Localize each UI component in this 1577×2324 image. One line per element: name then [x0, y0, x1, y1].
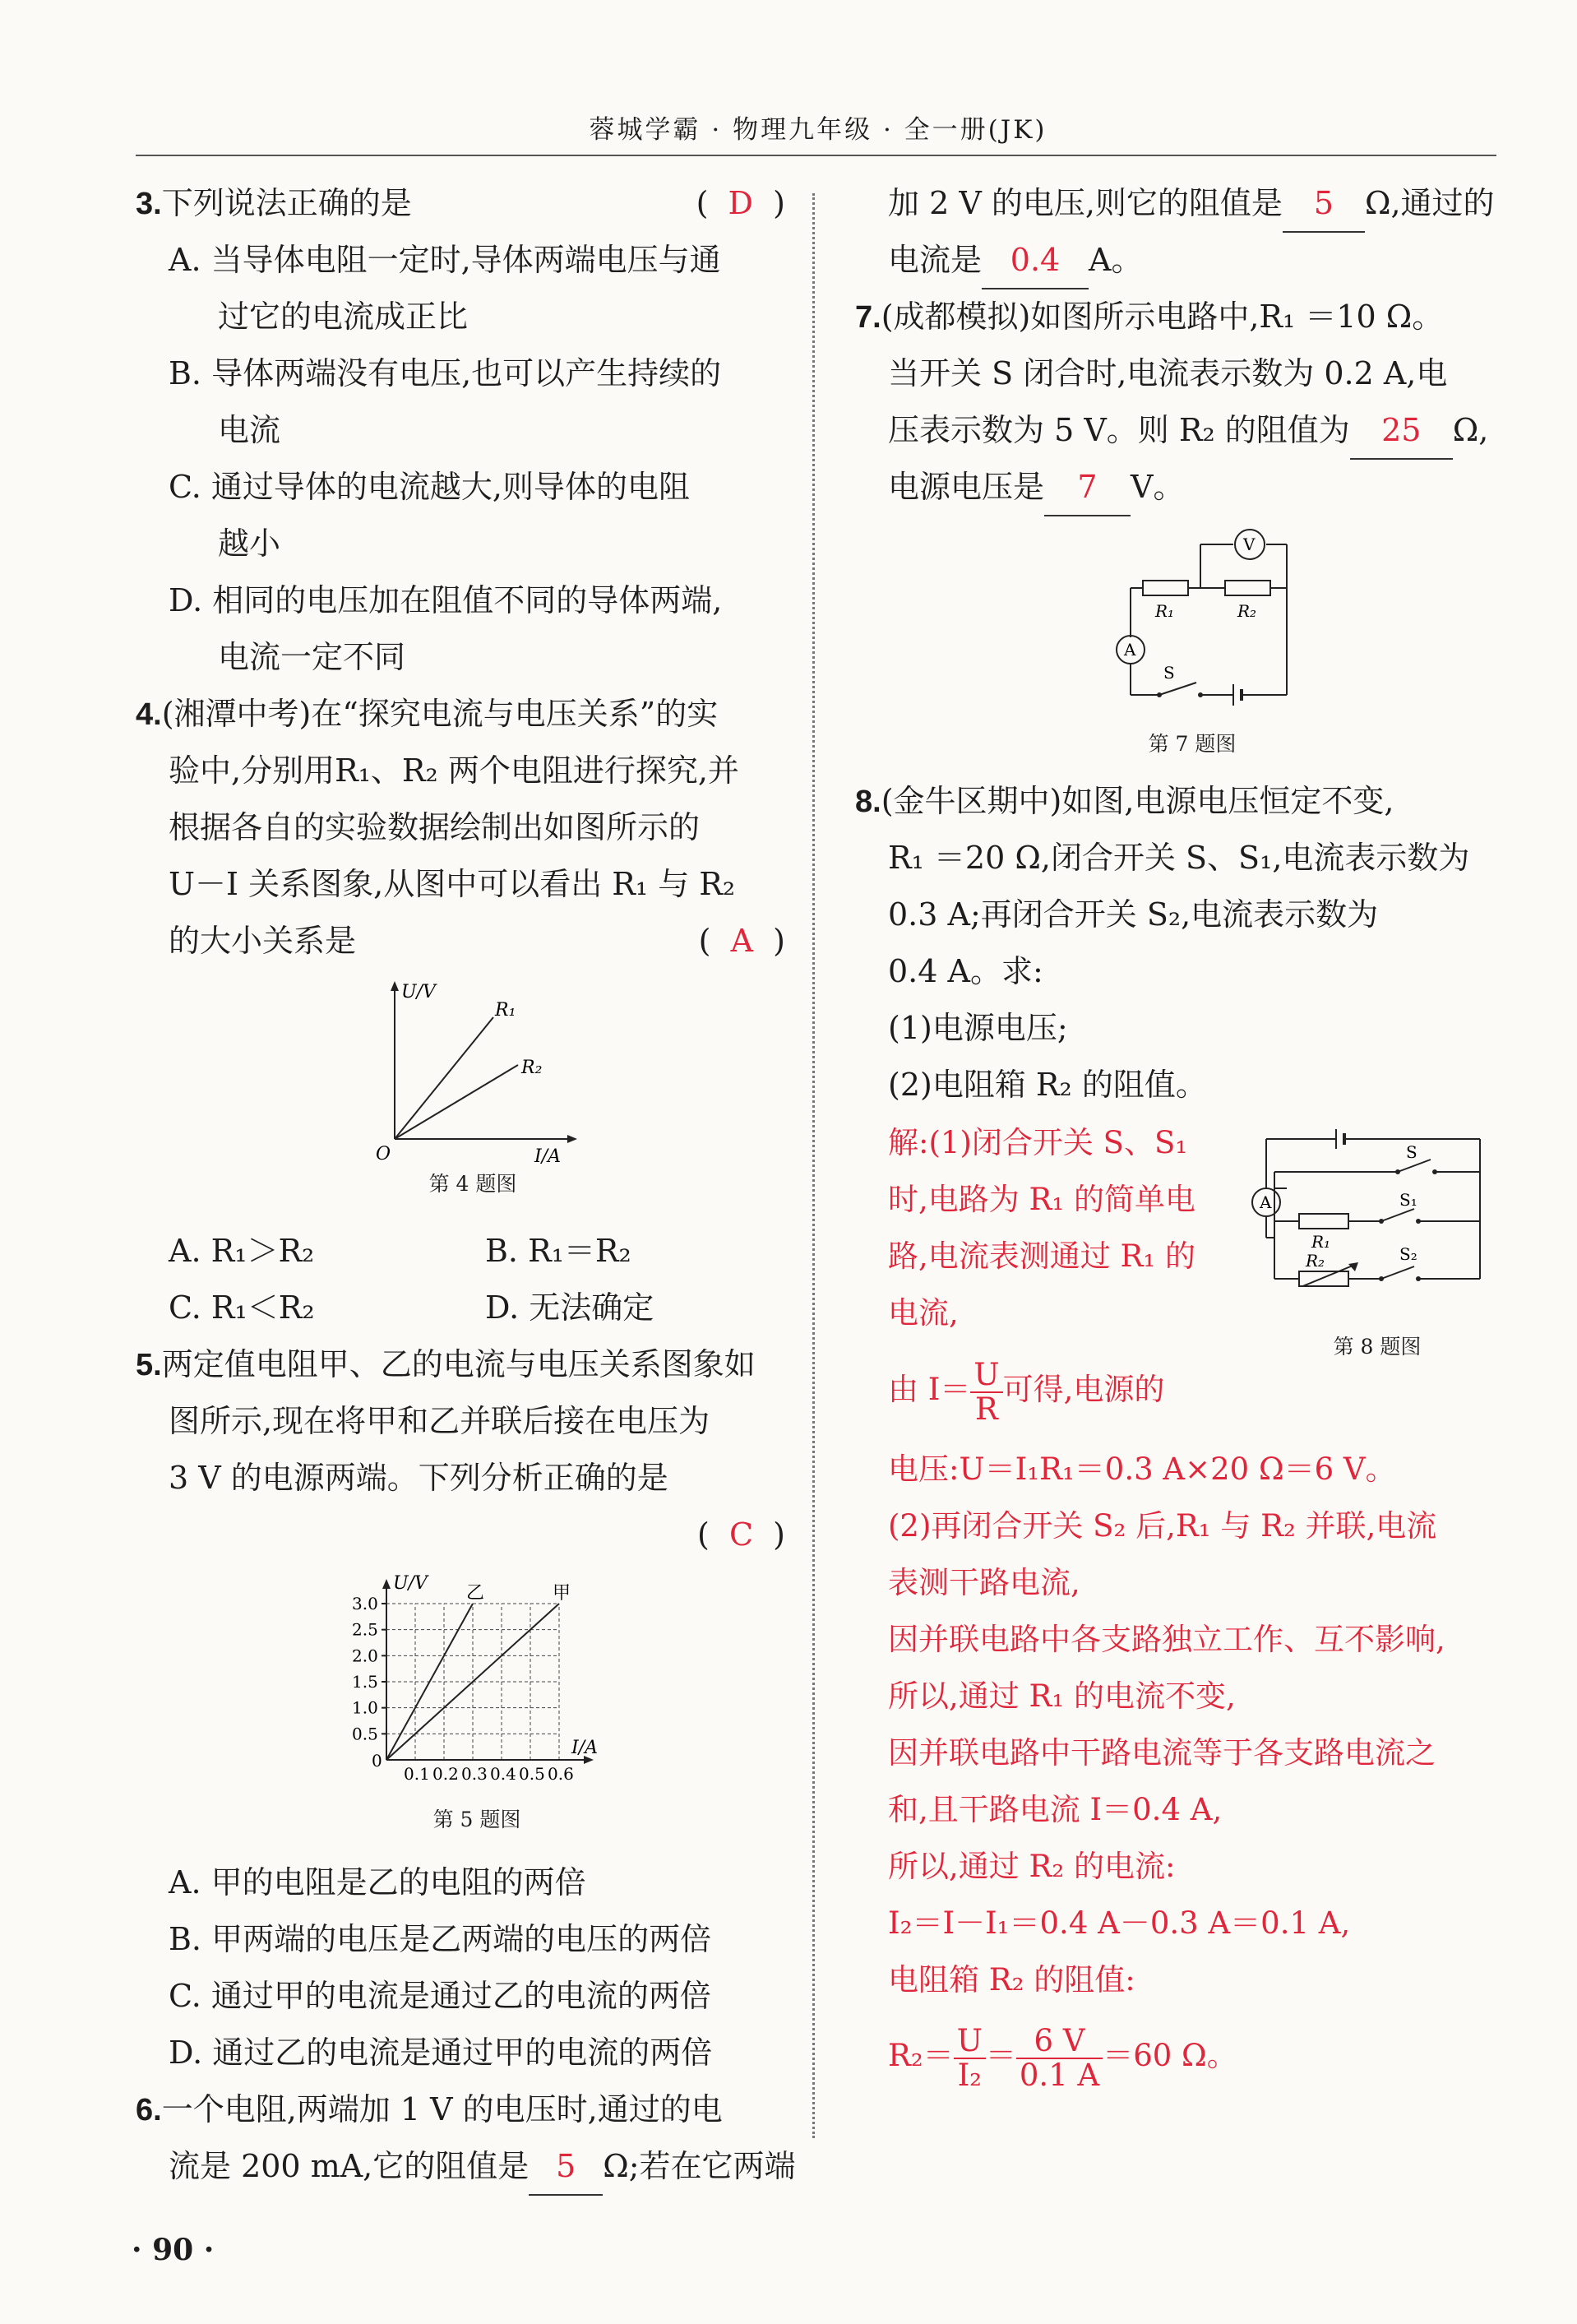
q8-part2: (2)电阻箱 R₂ 的阻值。: [888, 1067, 1207, 1103]
q5-ytick-0: 0.5: [352, 1724, 378, 1744]
q7-r2-label: R₂: [1237, 601, 1257, 621]
q5-ytick-1: 1.0: [352, 1697, 378, 1718]
q8-solution-line10: 所以,通过 R₁ 的电流不变,: [888, 1678, 1236, 1714]
q8-r1-label: R₁: [1311, 1232, 1331, 1252]
q6-number: 6.: [136, 2093, 162, 2127]
q3-answer: D: [728, 185, 754, 221]
q5-xtick-0: 0.1: [404, 1764, 430, 1784]
q5-option-d: D. 通过乙的电流是通过甲的电流的两倍: [169, 2035, 713, 2071]
q7-blank-1[interactable]: 25: [1350, 402, 1453, 460]
q7-circuit: [1085, 526, 1299, 707]
q4-r2-label: R₂: [521, 1058, 543, 1078]
q5-ytick-3: 2.0: [352, 1646, 378, 1666]
q8-solution-line1: 解:(1)闭合开关 S、S₁: [888, 1125, 1188, 1160]
q8-r2-label: R₂: [1306, 1251, 1325, 1271]
q8-number: 8.: [855, 785, 881, 819]
q5-answer: C: [728, 1516, 754, 1553]
q4-line5: 的大小关系是 ( A ): [169, 913, 785, 969]
q8-solution-line16: R₂＝ $\frac{U}{\text{I₂}}$ ＝ $\frac{6 V}{0.1 A}$ ＝60 Ω。: [888, 2022, 1237, 2093]
q7-ammeter: A: [1124, 640, 1136, 660]
frac2-denominator: I₂: [957, 2057, 983, 2093]
q5-option-b: B. 甲两端的电压是乙两端的电压的两倍: [169, 1921, 712, 1957]
q3-option-c-line2: 越小: [218, 525, 281, 562]
q4-line1: 4.(湘潭中考)在“探究电流与电压关系”的实: [136, 696, 719, 732]
q8-line3: 0.3 A;再闭合开关 S₂,电流表示数为: [888, 896, 1379, 933]
q7-r1-label: R₁: [1155, 601, 1175, 621]
q8-solution-line15: 电阻箱 R₂ 的阻值:: [888, 1962, 1135, 1998]
q5-ytick-5: 3.0: [352, 1594, 378, 1613]
q6-line3: 加 2 V 的电压,则它的阻值是 5 Ω,通过的: [888, 175, 1495, 233]
page-number: · 90 ·: [132, 2233, 215, 2267]
q4-r1-label: R₁: [495, 1000, 516, 1021]
q4-x-arrow: [567, 1135, 577, 1143]
frac3-numerator: 6 V: [1016, 2025, 1103, 2059]
header-rule: [136, 155, 1496, 156]
q4-line3: 根据各自的实验数据绘制出如图所示的: [169, 809, 701, 845]
q6-line2: 流是 200 mA,它的阻值是 5 Ω;若在它两端: [169, 2138, 796, 2196]
q6-blank-1[interactable]: 5: [529, 2138, 603, 2196]
q8-solution-line2: 时,电路为 R₁ 的简单电: [888, 1182, 1195, 1217]
q4-r1-line: [395, 1017, 493, 1139]
q5-answer-line: [169, 1507, 785, 1562]
q4-option-c: C. R₁＜R₂: [169, 1289, 315, 1326]
q5-y-label: U/V: [393, 1573, 428, 1594]
q4-y-arrow: [391, 981, 399, 991]
q6-blank-3[interactable]: 0.4: [982, 232, 1089, 289]
q4-answer-bracket: ( A ): [698, 923, 785, 959]
q4-option-a: A. R₁＞R₂: [169, 1233, 315, 1269]
q4-r2-line: [395, 1065, 518, 1139]
q6-line1: 6.一个电阻,两端加 1 V 的电压时,通过的电: [136, 2091, 723, 2127]
page-header: 蓉城学霸 · 物理九年级 · 全一册(JK): [589, 115, 1047, 145]
frac3-denominator: 0.1 A: [1019, 2057, 1100, 2093]
q3-answer-bracket: ( D ): [696, 185, 785, 221]
q8-solution-line13: 所以,通过 R₂ 的电流:: [888, 1849, 1176, 1884]
q5-number: 5.: [136, 1348, 162, 1382]
q8-solution-line4: 电流,: [888, 1295, 959, 1331]
q5-answer-bracket: ( C ): [696, 1516, 785, 1553]
q7-blank-2[interactable]: 7: [1044, 459, 1131, 516]
q4-option-b: B. R₁＝R₂: [485, 1233, 631, 1269]
q7-number: 7.: [855, 300, 881, 335]
q3-number: 3.: [136, 187, 162, 221]
q3-option-b-line1: B. 导体两端没有电压,也可以产生持续的: [169, 355, 722, 391]
q8-solution-line14: I₂＝I－I₁＝0.4 A－0.3 A＝0.1 A,: [888, 1905, 1351, 1941]
q4-line2: 验中,分别用R₁、R₂ 两个电阻进行探究,并: [169, 752, 739, 789]
q5-line3: 3 V 的电源两端。下列分析正确的是: [169, 1460, 668, 1496]
q7-caption: 第 7 题图: [1148, 732, 1237, 756]
q8-switch-s2: S₂: [1399, 1244, 1417, 1264]
column-divider: [812, 193, 815, 2138]
q5-xtick-5: 0.6: [548, 1764, 574, 1784]
q4-y-label: U/V: [401, 982, 436, 1002]
q7-line1: 7.(成都模拟)如图所示电路中,R₁ ＝10 Ω。: [855, 299, 1444, 335]
q5-line2: 图所示,现在将甲和乙并联后接在电压为: [169, 1403, 710, 1439]
q5-x-label: I/A: [571, 1738, 598, 1758]
q4-caption: 第 4 题图: [428, 1172, 517, 1196]
q8-solution-line5: 由 I＝ $\frac{U}{R}$ 可得,电源的: [888, 1356, 1165, 1427]
q5-xtick-3: 0.4: [490, 1764, 516, 1784]
q3-stem: 3.下列说法正确的是 ( D ): [136, 175, 785, 232]
q8-ammeter: A: [1260, 1192, 1272, 1212]
q6-blank-2[interactable]: 5: [1283, 175, 1365, 233]
q3-option-b-line2: 电流: [218, 412, 281, 448]
q5-xtick-4: 0.5: [519, 1764, 545, 1784]
frac1-numerator: U: [970, 1359, 1002, 1393]
q8-line4: 0.4 A。求:: [888, 953, 1043, 989]
frac2-numerator: U: [954, 2025, 986, 2059]
q3-option-d-line2: 电流一定不同: [218, 639, 406, 675]
q8-line1: 8.(金牛区期中)如图,电源电压恒定不变,: [855, 783, 1394, 819]
q8-circuit: [1242, 1123, 1513, 1287]
q8-solution-line11: 因并联电路中干路电流等于各支路电流之: [888, 1735, 1436, 1771]
q5-origin: 0: [372, 1751, 382, 1771]
q5-line1: 5.两定值电阻甲、乙的电流与电压关系图象如: [136, 1346, 756, 1382]
q8-solution-line7: (2)再闭合开关 S₂ 后,R₁ 与 R₂ 并联,电流: [888, 1508, 1437, 1544]
q7-switch-label: S: [1163, 663, 1175, 683]
q3-option-d-line1: D. 相同的电压加在阻值不同的导体两端,: [169, 582, 723, 618]
q8-switch-s: S: [1406, 1142, 1417, 1162]
q7-line2: 当开关 S 闭合时,电流表示数为 0.2 A,电: [888, 355, 1448, 391]
q7-line4: 电源电压是 7 V。: [888, 459, 1184, 516]
q8-part1: (1)电源电压;: [888, 1010, 1068, 1046]
q6-line4: 电流是 0.4 A。: [888, 232, 1142, 289]
q8-solution-line9: 因并联电路中各支路独立工作、互不影响,: [888, 1622, 1445, 1657]
q8-line2: R₁ ＝20 Ω,闭合开关 S、S₁,电流表示数为: [888, 840, 1470, 876]
q4-x-label: I/A: [534, 1146, 561, 1164]
q4-answer: A: [730, 923, 754, 959]
q5-caption: 第 5 题图: [432, 1808, 521, 1831]
q7-line3: 压表示数为 5 V。则 R₂ 的阻值为 25 Ω,: [888, 402, 1488, 460]
q4-option-d: D. 无法确定: [485, 1289, 654, 1326]
q8-switch-s1: S₁: [1399, 1190, 1417, 1210]
q5-ytick-2: 1.5: [352, 1672, 378, 1692]
q5-option-a: A. 甲的电阻是乙的电阻的两倍: [169, 1864, 586, 1900]
q8-caption: 第 8 题图: [1333, 1335, 1422, 1359]
q5-option-c: C. 通过甲的电流是通过乙的电流的两倍: [169, 1978, 711, 2014]
q4-line4: U－I 关系图象,从图中可以看出 R₁ 与 R₂: [169, 866, 736, 902]
q3-option-c-line1: C. 通过导体的电流越大,则导体的电阻: [169, 469, 690, 505]
q8-solution-line8: 表测干路电流,: [888, 1565, 1080, 1600]
q5-series-label-1: 甲: [553, 1583, 571, 1604]
q4-origin: O: [376, 1144, 391, 1164]
q5-ytick-4: 2.5: [352, 1619, 378, 1640]
q3-option-a-line1: A. 当导体电阻一定时,导体两端电压与通: [169, 242, 721, 278]
q5-xtick-1: 0.2: [432, 1764, 459, 1784]
q3-option-a-line2: 过它的电流成正比: [218, 299, 469, 335]
q8-solution-line3: 路,电流表测通过 R₁ 的: [888, 1238, 1195, 1274]
q8-solution-line12: 和,且干路电流 I＝0.4 A,: [888, 1792, 1223, 1827]
frac1-denominator: R: [975, 1391, 998, 1427]
q5-xtick-2: 0.3: [461, 1764, 488, 1784]
q7-voltmeter: V: [1243, 535, 1256, 554]
q5-chart: [329, 1571, 608, 1793]
q4-number: 4.: [136, 697, 162, 732]
q8-solution-line6: 电压:U＝I₁R₁＝0.3 A×20 Ω＝6 V。: [888, 1451, 1396, 1487]
q5-y-arrow: [382, 1579, 391, 1589]
q4-ui-graph: [362, 975, 584, 1164]
q5-series-label-0: 乙: [466, 1583, 485, 1604]
